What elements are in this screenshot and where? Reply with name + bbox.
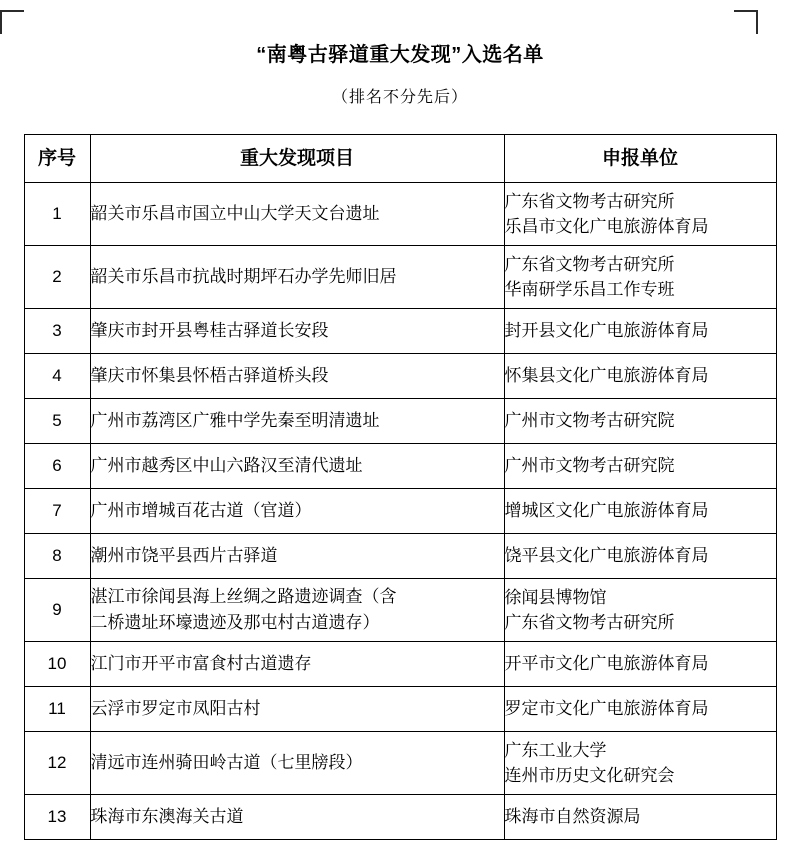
cell-project	[90, 534, 504, 579]
cell-project-line: 潮州市饶平县西片古驿道	[90, 545, 278, 565]
cell-unit-line: 饶平县文化广电旅游体育局	[504, 546, 709, 566]
cell-unit-line: 徐闻县博物馆	[504, 587, 607, 607]
cell-index: 13	[24, 795, 90, 840]
cell-project-line: 湛江市徐闻县海上丝绸之路遗迹调查（含	[90, 586, 397, 606]
cell-project	[90, 399, 504, 444]
cell-index: 9	[24, 579, 90, 642]
cell-project-line: 广州市增城百花古道（官道）	[90, 500, 312, 520]
cell-unit-line: 乐昌市文化广电旅游体育局	[504, 217, 709, 236]
cell-index: 7	[24, 489, 90, 534]
table-row	[24, 732, 776, 795]
crop-mark-top-left	[0, 10, 24, 34]
cell-project	[90, 354, 504, 399]
table-row	[24, 354, 776, 399]
cell-unit	[504, 732, 776, 795]
cell-index: 6	[24, 444, 90, 489]
cell-project	[90, 642, 504, 687]
cell-unit-line: 开平市文化广电旅游体育局	[504, 654, 709, 674]
cell-project-line: 二桥遗址环壕遗迹及那屯村古道遗存）	[90, 613, 380, 632]
table-row	[24, 534, 776, 579]
cell-project-line: 广州市越秀区中山六路汉至清代遗址	[90, 455, 363, 475]
cell-project-line: 广州市荔湾区广雅中学先秦至明清遗址	[90, 410, 380, 430]
table-row	[24, 444, 776, 489]
cell-project-line: 珠海市东澳海关古道	[90, 806, 244, 826]
cell-index: 4	[24, 354, 90, 399]
cell-unit	[504, 795, 776, 840]
cell-index: 3	[24, 309, 90, 354]
cell-unit-line: 华南研学乐昌工作专班	[504, 280, 675, 299]
cell-unit	[504, 489, 776, 534]
crop-mark-top-right	[734, 10, 758, 34]
cell-unit-line: 广州市文物考古研究院	[504, 411, 675, 431]
cell-unit-line: 连州市历史文化研究会	[504, 766, 675, 785]
cell-unit-line: 罗定市文化广电旅游体育局	[504, 699, 709, 719]
table-row	[24, 246, 776, 309]
cell-project-line: 云浮市罗定市凤阳古村	[90, 698, 261, 718]
cell-project-line: 江门市开平市富食村古道遗存	[90, 653, 312, 673]
column-header-index: 序号	[24, 135, 90, 183]
table-row	[24, 642, 776, 687]
table-row	[24, 687, 776, 732]
table-row	[24, 579, 776, 642]
cell-project	[90, 246, 504, 309]
cell-unit-line: 增城区文化广电旅游体育局	[504, 501, 709, 521]
cell-unit-line: 怀集县文化广电旅游体育局	[504, 366, 709, 386]
cell-project	[90, 579, 504, 642]
page-subtitle: （排名不分先后）	[331, 89, 468, 106]
cell-project	[90, 489, 504, 534]
cell-project	[90, 795, 504, 840]
cell-unit-line: 广东省文物考古研究所	[504, 191, 675, 211]
cell-project-line: 清远市连州骑田岭古道（七里牓段）	[90, 752, 363, 772]
column-header-unit: 申报单位	[504, 135, 776, 183]
cell-project	[90, 732, 504, 795]
cell-unit-line: 广州市文物考古研究院	[504, 456, 675, 476]
cell-index: 12	[24, 732, 90, 795]
cell-unit-line: 封开县文化广电旅游体育局	[504, 321, 709, 341]
table-row	[24, 183, 776, 246]
cell-project	[90, 309, 504, 354]
table-row	[24, 309, 776, 354]
cell-index: 2	[24, 246, 90, 309]
cell-unit	[504, 534, 776, 579]
cell-unit	[504, 579, 776, 642]
cell-unit	[504, 246, 776, 309]
cell-unit	[504, 309, 776, 354]
cell-index: 8	[24, 534, 90, 579]
table-header-row	[24, 135, 776, 183]
cell-unit-line: 广东省文物考古研究所	[504, 613, 675, 632]
table-row	[24, 489, 776, 534]
cell-project	[90, 183, 504, 246]
table-row	[24, 399, 776, 444]
table-body	[24, 183, 776, 840]
cell-index: 10	[24, 642, 90, 687]
cell-unit	[504, 399, 776, 444]
cell-unit	[504, 183, 776, 246]
cell-unit	[504, 687, 776, 732]
column-header-project: 重大发现项目	[90, 135, 504, 183]
discoveries-table	[24, 134, 777, 840]
cell-unit-line: 广东工业大学	[504, 740, 607, 760]
cell-unit	[504, 354, 776, 399]
cell-project-line: 韶关市乐昌市抗战时期坪石办学先师旧居	[90, 266, 397, 286]
cell-index: 5	[24, 399, 90, 444]
cell-project-line: 韶关市乐昌市国立中山大学天文台遗址	[90, 203, 380, 223]
page-title: “南粤古驿道重大发现”入选名单	[256, 44, 544, 66]
cell-unit	[504, 642, 776, 687]
cell-index: 11	[24, 687, 90, 732]
table-row	[24, 795, 776, 840]
cell-project-line: 肇庆市封开县粤桂古驿道长安段	[90, 320, 329, 340]
cell-unit	[504, 444, 776, 489]
cell-index: 1	[24, 183, 90, 246]
cell-unit-line: 广东省文物考古研究所	[504, 254, 675, 274]
cell-unit-line: 珠海市自然资源局	[504, 807, 641, 827]
cell-project	[90, 687, 504, 732]
cell-project-line: 肇庆市怀集县怀梧古驿道桥头段	[90, 365, 329, 385]
cell-project	[90, 444, 504, 489]
